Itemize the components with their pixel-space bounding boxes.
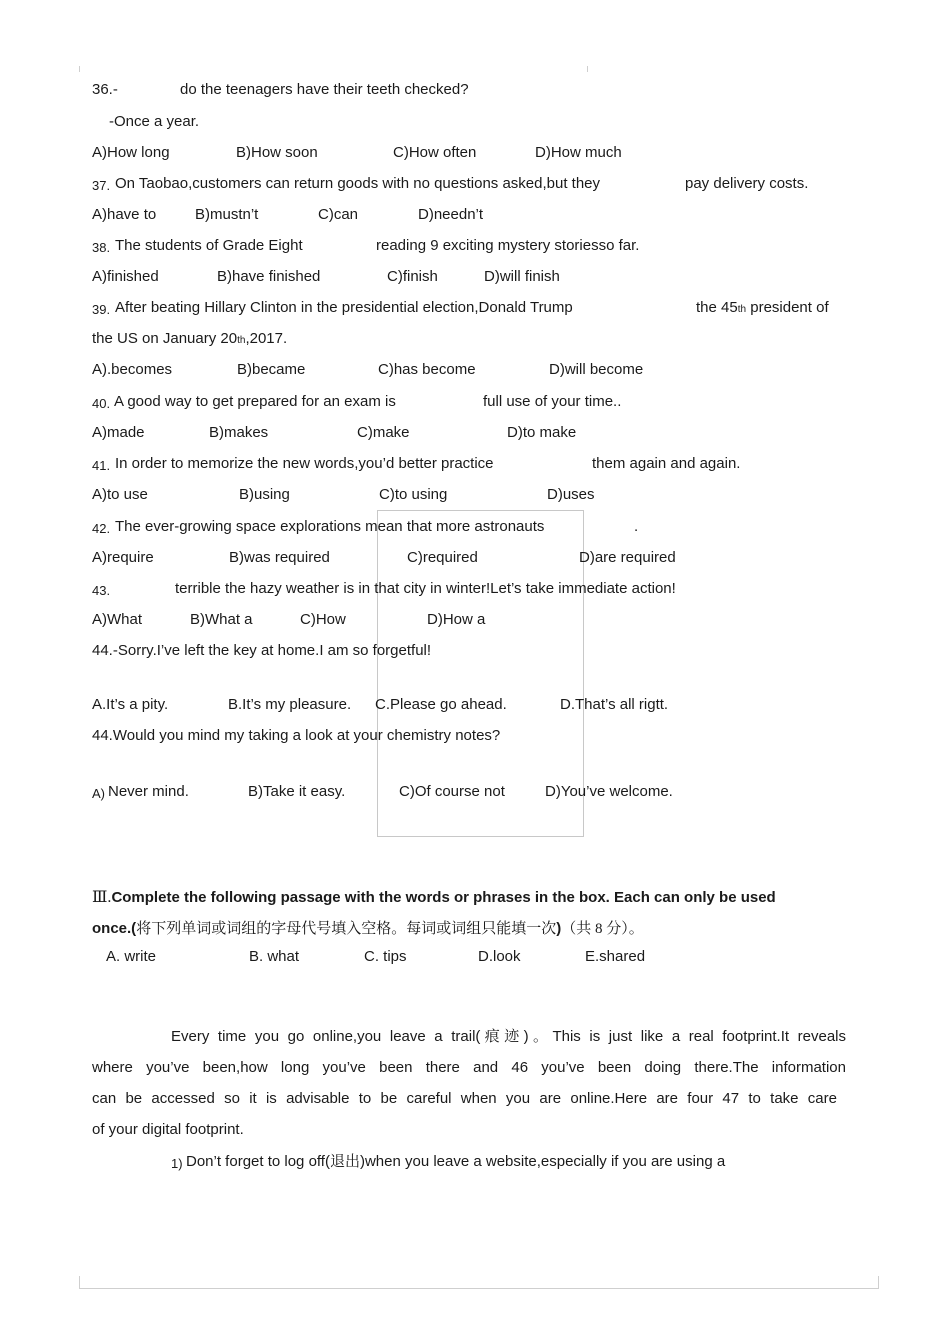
q41-option-d: D)uses: [547, 486, 595, 503]
q36-option-c: C)How often: [393, 144, 477, 161]
q44a-option-d: D.That’s all rigtt.: [560, 696, 669, 713]
corner-mark-top-right: [587, 66, 588, 72]
q39-option-a: A).becomes: [92, 361, 173, 378]
q43-option-c: C)How: [300, 611, 346, 628]
q40-number: 40.: [92, 396, 111, 411]
q39-year: ,2017.: [245, 330, 288, 347]
q41-number: 41.: [92, 458, 111, 473]
section-3-heading-line2: [92, 920, 644, 938]
q42-text-end: .: [634, 518, 639, 535]
q37-text-end: pay delivery costs.: [685, 175, 809, 192]
q44a-option-b: B.It’s my pleasure.: [228, 696, 352, 713]
q37-option-b: B)mustn’t: [195, 206, 259, 223]
passage-line-4: of your digital footprint.: [92, 1121, 244, 1138]
q44b-option-a-prefix: A): [92, 786, 105, 801]
tip-1-number: 1): [171, 1156, 183, 1171]
q38-text: The students of Grade Eight: [115, 237, 303, 254]
tip-1-text: Don’t forget to log off(退出)when you leave a website,especially if you are using a: [186, 1153, 726, 1170]
section-3-heading-text: Complete the following passage with the words or phrases in the box. Each can only be used: [111, 889, 776, 906]
q38-option-d: D)will finish: [484, 268, 560, 285]
passage-line-1: Every time you go online,you leave a trail(痕迹)。This is just like a real footprint.It reveals: [171, 1028, 846, 1045]
q42-option-c: C)required: [407, 549, 478, 566]
q37-number: 37.: [92, 178, 111, 193]
q42-number: 42.: [92, 521, 111, 536]
q41-option-a: A)to use: [92, 486, 148, 503]
q38-number: 38.: [92, 240, 111, 255]
q42-text: The ever-growing space explorations mean that more astronauts: [115, 518, 545, 535]
section-numeral: Ⅲ.: [92, 889, 112, 906]
q40-text-end: full use of your time..: [483, 393, 622, 410]
section-3-heading-once: once.(: [92, 920, 137, 937]
q36-text: do the teenagers have their teeth checked?: [180, 81, 469, 98]
q43-option-b: B)What a: [190, 611, 253, 628]
q39-option-c: C)has become: [378, 361, 476, 378]
q41-option-b: B)using: [239, 486, 290, 503]
q39-option-b: B)became: [237, 361, 306, 378]
corner-mark-bottom-left: [79, 1276, 879, 1289]
q43-option-a: A)What: [92, 611, 143, 628]
word-option-d: D.look: [478, 948, 521, 965]
q38-option-a: A)finished: [92, 268, 159, 285]
word-option-c: C. tips: [364, 948, 407, 965]
q39-text: After beating Hillary Clinton in the presidential election,Donald Trump: [115, 299, 573, 316]
q40-option-c: C)make: [357, 424, 410, 441]
q40-option-d: D)to make: [507, 424, 577, 441]
q36-option-d: D)How much: [535, 144, 622, 161]
q40-option-a: A)made: [92, 424, 145, 441]
q38-option-c: C)finish: [387, 268, 438, 285]
q43-number: 43.: [92, 583, 111, 598]
q44a-option-a: A.It’s a pity.: [92, 696, 169, 713]
q36-option-a: A)How long: [92, 144, 170, 161]
word-option-a: A. write: [106, 948, 157, 965]
q37-text: On Taobao,customers can return goods with no questions asked,but they: [115, 175, 601, 192]
q39-number: 39.: [92, 302, 111, 317]
q42-option-b: B)was required: [229, 549, 330, 566]
q44b-option-b: B)Take it easy.: [248, 783, 346, 800]
q44b-option-a: Never mind.: [108, 783, 189, 800]
q40-option-b: B)makes: [209, 424, 269, 441]
word-option-b: B. what: [249, 948, 300, 965]
passage-line-3: can be accessed so it is advisable to be careful when you are online.Here are four 47 to take care: [92, 1090, 837, 1107]
q39-option-d: D)will become: [549, 361, 644, 378]
passage-line-2: where you’ve been,how long you’ve been there and 46 you’ve been doing there.The information: [92, 1059, 846, 1076]
q41-option-c: C)to using: [379, 486, 448, 503]
q43-text: terrible the hazy weather is in that city in winter!Let’s take immediate action!: [175, 580, 676, 597]
q42-option-d: D)are required: [579, 549, 676, 566]
q37-option-a: A)have to: [92, 206, 157, 223]
q36-answer-line: -Once a year.: [109, 113, 200, 130]
corner-mark-top-left: [79, 66, 80, 72]
q44b-option-d: D)You’ve welcome.: [545, 783, 673, 800]
q39-date-suffix: th: [237, 335, 246, 346]
q41-text-end: them again and again.: [592, 455, 741, 472]
q39-line2: [92, 330, 287, 350]
word-option-e: E.shared: [585, 948, 646, 965]
q36-option-b: B)How soon: [236, 144, 318, 161]
q39-text-tail: president of: [746, 299, 829, 316]
q41-text: In order to memorize the new words,you’d better practice: [115, 455, 494, 472]
q40-text: A good way to get prepared for an exam is: [114, 393, 396, 410]
q38-text-end: reading 9 exciting mystery storiesso far.: [376, 237, 640, 254]
q39-ordinal: the 45: [696, 299, 738, 316]
section-3-heading-line1: [92, 889, 776, 907]
q44a-option-c: C.Please go ahead.: [375, 696, 507, 713]
q36-prompt: 36.-: [92, 81, 118, 98]
q44b-option-c: C)Of course not: [399, 783, 505, 800]
q42-option-a: A)require: [92, 549, 154, 566]
q39-date: the US on January 20: [92, 330, 238, 347]
q38-option-b: B)have finished: [217, 268, 321, 285]
q39-text-end: [696, 299, 829, 319]
section-3-points: （共 8 分）。: [561, 921, 644, 937]
section-3-paren-close: ): [556, 920, 562, 937]
q44b-text: 44.Would you mind my taking a look at your chemistry notes?: [92, 727, 501, 744]
q43-option-d: D)How a: [427, 611, 486, 628]
q37-option-c: C)can: [318, 206, 359, 223]
q44a-text: 44.-Sorry.I’ve left the key at home.I am so forgetful!: [92, 642, 432, 659]
q37-option-d: D)needn’t: [418, 206, 484, 223]
q39-ordinal-suffix: th: [737, 304, 747, 315]
section-3-instruction-cn: 将下列单词或词组的字母代号填入空格。每词或词组只能填一次: [136, 921, 557, 937]
